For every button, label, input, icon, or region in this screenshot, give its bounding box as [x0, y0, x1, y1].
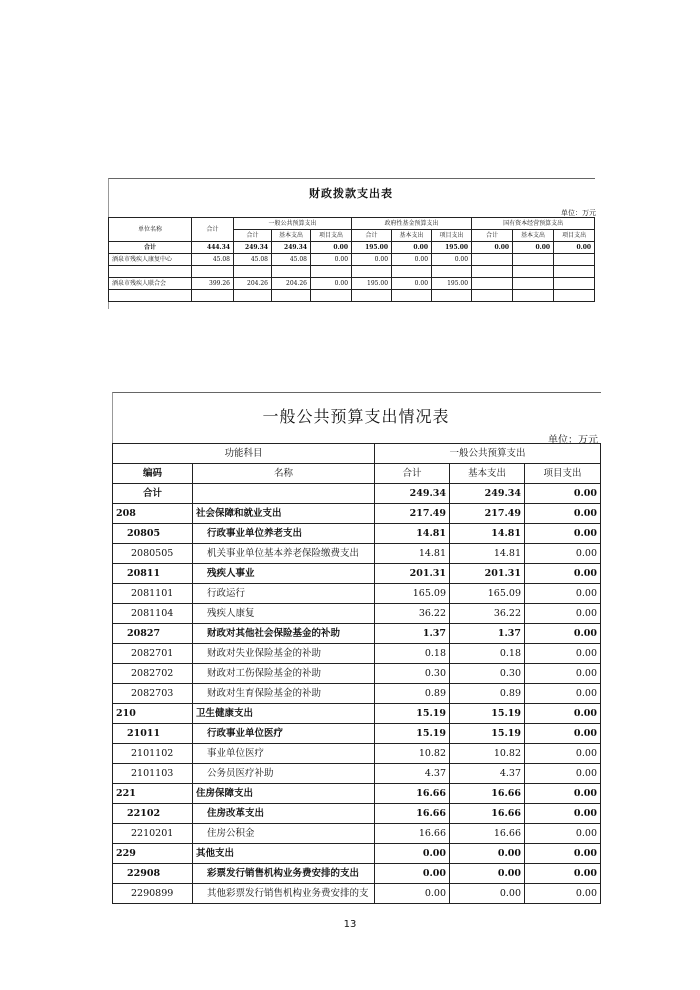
header-code: 编码 [113, 464, 193, 484]
row-name: 其他彩票发行销售机构业务费安排的支 [193, 884, 375, 904]
row-name: 公务员医疗补助 [193, 764, 375, 784]
row-project: 0.00 [525, 724, 601, 744]
table-row [113, 504, 601, 524]
row-total: 0.00 [375, 864, 450, 884]
row-code: 2101103 [113, 764, 193, 784]
row-total: 0.89 [375, 684, 450, 704]
table-row [113, 784, 601, 804]
row-project: 0.00 [525, 584, 601, 604]
row-name: 社会保障和就业支出 [193, 504, 375, 524]
header-gov-fund-budget: 政府性基金预算支出 [352, 218, 472, 230]
table-row [109, 266, 595, 278]
header-general-budget: 一般公共预算支出 [234, 218, 352, 230]
cell-value: 204.26 [234, 278, 272, 290]
row-project: 0.00 [525, 804, 601, 824]
row-name: 卫生健康支出 [193, 704, 375, 724]
row-name: 住房公积金 [193, 824, 375, 844]
row-code: 2210201 [113, 824, 193, 844]
cell-value: 0.00 [392, 242, 432, 254]
row-code: 2081101 [113, 584, 193, 604]
row-total: 16.66 [375, 804, 450, 824]
row-code: 20827 [113, 624, 193, 644]
header-total: 合计 [375, 464, 450, 484]
table-row [113, 764, 601, 784]
row-code: 221 [113, 784, 193, 804]
cell-value [513, 278, 554, 290]
row-code: 229 [113, 844, 193, 864]
cell-value: 204.26 [272, 278, 311, 290]
header-total: 合计 [192, 218, 234, 242]
table-row [109, 254, 595, 266]
cell-value [554, 278, 595, 290]
row-code: 20811 [113, 564, 193, 584]
row-code: 21011 [113, 724, 193, 744]
table1-title: 财政拨款支出表 [309, 187, 393, 200]
row-name: 合计 [109, 242, 192, 254]
table-row [113, 744, 601, 764]
row-code: 22908 [113, 864, 193, 884]
row-total: 14.81 [375, 544, 450, 564]
total-row [113, 484, 601, 504]
header-project: 项目支出 [525, 464, 601, 484]
row-basic: 36.22 [450, 604, 525, 624]
row-basic: 4.37 [450, 764, 525, 784]
cell-value: 45.08 [234, 254, 272, 266]
table2-unit: 单位：万元 [548, 435, 598, 446]
row-project: 0.00 [525, 624, 601, 644]
row-code: 2082701 [113, 644, 193, 664]
row-project: 0.00 [525, 884, 601, 904]
row-total: 16.66 [375, 824, 450, 844]
table-row [113, 544, 601, 564]
subheader-project: 项目支出 [311, 230, 352, 242]
cell-value [472, 254, 513, 266]
header-func-subject: 功能科目 [113, 444, 375, 464]
row-project: 0.00 [525, 844, 601, 864]
row-basic: 16.66 [450, 804, 525, 824]
row-project: 0.00 [525, 824, 601, 844]
row-name: 财政对生育保险基金的补助 [193, 684, 375, 704]
table-row [113, 684, 601, 704]
row-code: 22102 [113, 804, 193, 824]
cell-value: 45.08 [192, 254, 234, 266]
table-row [113, 524, 601, 544]
cell-value [513, 254, 554, 266]
subheader-project: 项目支出 [432, 230, 472, 242]
cell-value: 399.26 [192, 278, 234, 290]
header-state-capital-budget: 国有资本经营预算支出 [472, 218, 595, 230]
cell-value [554, 254, 595, 266]
table-row [113, 824, 601, 844]
cell-value: 0.00 [513, 242, 554, 254]
row-project: 0.00 [525, 524, 601, 544]
row-basic: 10.82 [450, 744, 525, 764]
row-project: 0.00 [525, 864, 601, 884]
row-name: 其他支出 [193, 844, 375, 864]
row-basic: 14.81 [450, 544, 525, 564]
row-project: 0.00 [525, 644, 601, 664]
cell-value: 0.00 [472, 242, 513, 254]
table-row [113, 584, 601, 604]
row-basic: 14.81 [450, 524, 525, 544]
fiscal-appropriation-table [108, 217, 595, 302]
row-project: 0.00 [525, 764, 601, 784]
table-row [109, 278, 595, 290]
cell-value: 0.00 [352, 254, 392, 266]
row-name: 机关事业单位基本养老保险缴费支出 [193, 544, 375, 564]
row-name: 残疾人事业 [193, 564, 375, 584]
row-basic: 0.00 [450, 884, 525, 904]
cell-value: 0.00 [392, 278, 432, 290]
cell-value: 0.00 [311, 254, 352, 266]
row-code: 210 [113, 704, 193, 724]
header-unit-name: 单位名称 [109, 218, 192, 242]
row-project: 0.00 [525, 684, 601, 704]
general-budget-expenditure-table [112, 443, 601, 904]
total-basic: 249.34 [450, 484, 525, 504]
table-row [109, 290, 595, 302]
row-basic: 16.66 [450, 784, 525, 804]
row-basic: 16.66 [450, 824, 525, 844]
cell-value: 195.00 [352, 242, 392, 254]
subheader-basic: 基本支出 [392, 230, 432, 242]
row-total: 0.00 [375, 884, 450, 904]
row-basic: 0.00 [450, 864, 525, 884]
row-total: 0.30 [375, 664, 450, 684]
row-project: 0.00 [525, 604, 601, 624]
row-project: 0.00 [525, 664, 601, 684]
row-project: 0.00 [525, 564, 601, 584]
table1-unit: 单位：万元 [561, 209, 596, 217]
row-name: 事业单位医疗 [193, 744, 375, 764]
table-row [113, 624, 601, 644]
row-total: 16.66 [375, 784, 450, 804]
row-name: 行政运行 [193, 584, 375, 604]
table-row [109, 242, 595, 254]
row-total: 0.00 [375, 844, 450, 864]
row-total: 14.81 [375, 524, 450, 544]
row-total: 201.31 [375, 564, 450, 584]
row-name: 酒泉市残疾人联合会 [109, 278, 192, 290]
table-row [113, 844, 601, 864]
row-project: 0.00 [525, 784, 601, 804]
subheader-project: 项目支出 [554, 230, 595, 242]
cell-value: 249.34 [234, 242, 272, 254]
cell-value: 0.00 [554, 242, 595, 254]
row-code: 2080505 [113, 544, 193, 564]
page-number: 13 [343, 919, 357, 930]
cell-value: 195.00 [352, 278, 392, 290]
row-code: 2082702 [113, 664, 193, 684]
row-total: 10.82 [375, 744, 450, 764]
row-total: 15.19 [375, 724, 450, 744]
table-row [113, 724, 601, 744]
table-row [113, 704, 601, 724]
table-row [113, 564, 601, 584]
row-basic: 15.19 [450, 724, 525, 744]
table-row [113, 664, 601, 684]
row-basic: 0.18 [450, 644, 525, 664]
total-amount: 249.34 [375, 484, 450, 504]
row-name: 财政对其他社会保险基金的补助 [193, 624, 375, 644]
row-code: 208 [113, 504, 193, 524]
subheader-total: 合计 [472, 230, 513, 242]
table-row [113, 804, 601, 824]
header-basic: 基本支出 [450, 464, 525, 484]
cell-value: 0.00 [311, 278, 352, 290]
cell-value: 0.00 [392, 254, 432, 266]
subheader-basic: 基本支出 [513, 230, 554, 242]
row-total: 36.22 [375, 604, 450, 624]
table-row [113, 644, 601, 664]
row-basic: 165.09 [450, 584, 525, 604]
row-basic: 0.30 [450, 664, 525, 684]
row-project: 0.00 [525, 704, 601, 724]
row-name: 财政对失业保险基金的补助 [193, 644, 375, 664]
row-total: 4.37 [375, 764, 450, 784]
subheader-total: 合计 [352, 230, 392, 242]
row-name: 住房改革支出 [193, 804, 375, 824]
row-name: 行政事业单位养老支出 [193, 524, 375, 544]
row-total: 165.09 [375, 584, 450, 604]
table2-title: 一般公共预算支出情况表 [262, 407, 450, 426]
table-row [113, 604, 601, 624]
row-total: 0.18 [375, 644, 450, 664]
row-name: 彩票发行销售机构业务费安排的支出 [193, 864, 375, 884]
cell-value: 249.34 [272, 242, 311, 254]
row-basic: 1.37 [450, 624, 525, 644]
row-project: 0.00 [525, 544, 601, 564]
row-basic: 0.00 [450, 844, 525, 864]
row-total: 15.19 [375, 704, 450, 724]
subheader-total: 合计 [234, 230, 272, 242]
row-total: 217.49 [375, 504, 450, 524]
row-code: 2101102 [113, 744, 193, 764]
row-basic: 217.49 [450, 504, 525, 524]
row-basic: 201.31 [450, 564, 525, 584]
row-name: 财政对工伤保险基金的补助 [193, 664, 375, 684]
header-general-budget: 一般公共预算支出 [375, 444, 601, 464]
row-project: 0.00 [525, 744, 601, 764]
cell-value [472, 278, 513, 290]
total-label: 合计 [113, 484, 193, 504]
row-total: 1.37 [375, 624, 450, 644]
row-basic: 15.19 [450, 704, 525, 724]
table-row [113, 884, 601, 904]
row-code: 2081104 [113, 604, 193, 624]
cell-value: 0.00 [311, 242, 352, 254]
cell-value: 444.34 [192, 242, 234, 254]
row-code: 2290899 [113, 884, 193, 904]
row-project: 0.00 [525, 504, 601, 524]
cell-value: 195.00 [432, 242, 472, 254]
subheader-basic: 基本支出 [272, 230, 311, 242]
row-name: 住房保障支出 [193, 784, 375, 804]
header-name: 名称 [193, 464, 375, 484]
cell-value: 45.08 [272, 254, 311, 266]
cell-value: 195.00 [432, 278, 472, 290]
cell-value: 0.00 [432, 254, 472, 266]
row-name: 残疾人康复 [193, 604, 375, 624]
row-code: 20805 [113, 524, 193, 544]
row-name: 行政事业单位医疗 [193, 724, 375, 744]
total-project: 0.00 [525, 484, 601, 504]
row-code: 2082703 [113, 684, 193, 704]
table-row [113, 864, 601, 884]
row-name: 酒泉市残疾人康复中心 [109, 254, 192, 266]
row-basic: 0.89 [450, 684, 525, 704]
